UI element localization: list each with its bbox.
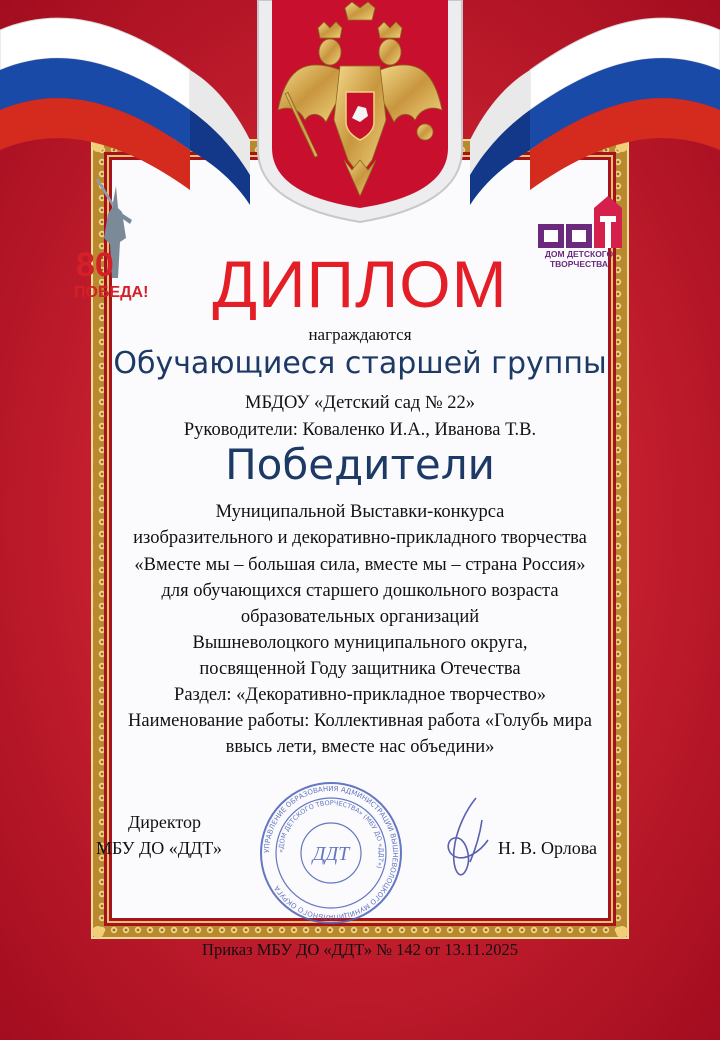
awarded-label: награждаются	[308, 325, 412, 344]
order-reference: Приказ МБУ ДО «ДДТ» № 142 от 13.11.2025	[202, 940, 518, 959]
description-line: изобразительного и декоративно-прикладного творчества	[133, 528, 587, 548]
signer-name: Н. В. Орлова	[498, 838, 597, 858]
victory-word: ПОБЕДА!	[74, 284, 149, 301]
signature-scribble	[436, 790, 506, 890]
stamp-center: ДДТ	[312, 843, 350, 865]
award-status: Победители	[225, 440, 495, 489]
description-line: для обучающихся старшего дошкольного возраста	[161, 581, 559, 601]
ddt-caption-line1: ДОМ ДЕТСКОГО	[544, 249, 614, 259]
signer-position-line1: Директор	[128, 812, 202, 832]
stamp-outer-text: УПРАВЛЕНИЕ ОБРАЗОВАНИЯ АДМИНИСТРАЦИИ ВЫШНЕВОЛОЦКОГО МУНИЦИПАЛЬНОГО ОКРУГА	[262, 784, 400, 922]
victory-80-number: 80	[76, 246, 114, 284]
recipient-name: Обучающиеся старшей группы	[113, 346, 607, 381]
coat-of-arms-icon	[258, 0, 462, 222]
description-line: посвященной Году защитника Отечества	[199, 659, 521, 679]
ddt-caption-line2: ТВОРЧЕСТВА	[549, 259, 608, 269]
description-line: Наименование работы: Коллективная работа «Голубь мира	[128, 711, 592, 731]
stamp-inner-text: «ДОМ ДЕТСКОГО ТВОРЧЕСТВА» (МБУ ДО «ДДТ»)	[276, 798, 386, 870]
stamp-seal	[258, 780, 404, 926]
diploma-title: ДИПЛОМ	[212, 247, 508, 321]
description-line: ввысь лети, вместе нас объедини»	[225, 737, 495, 757]
description-line: образовательных организаций	[240, 607, 480, 627]
signer-position-line2: МБУ ДО «ДДТ»	[96, 838, 222, 858]
institution-name: МБДОУ «Детский сад № 22»	[245, 393, 475, 413]
description-line: Муниципальной Выставки-конкурса	[215, 502, 505, 522]
description-line: Вышневолоцкого муниципального округа,	[192, 633, 528, 653]
description-line: «Вместе мы – большая сила, вместе мы – страна Россия»	[134, 555, 586, 575]
description-line: Раздел: «Декоративно-прикладное творчество»	[174, 685, 546, 705]
supervisors: Руководители: Коваленко И.А., Иванова Т.В.	[183, 420, 537, 440]
